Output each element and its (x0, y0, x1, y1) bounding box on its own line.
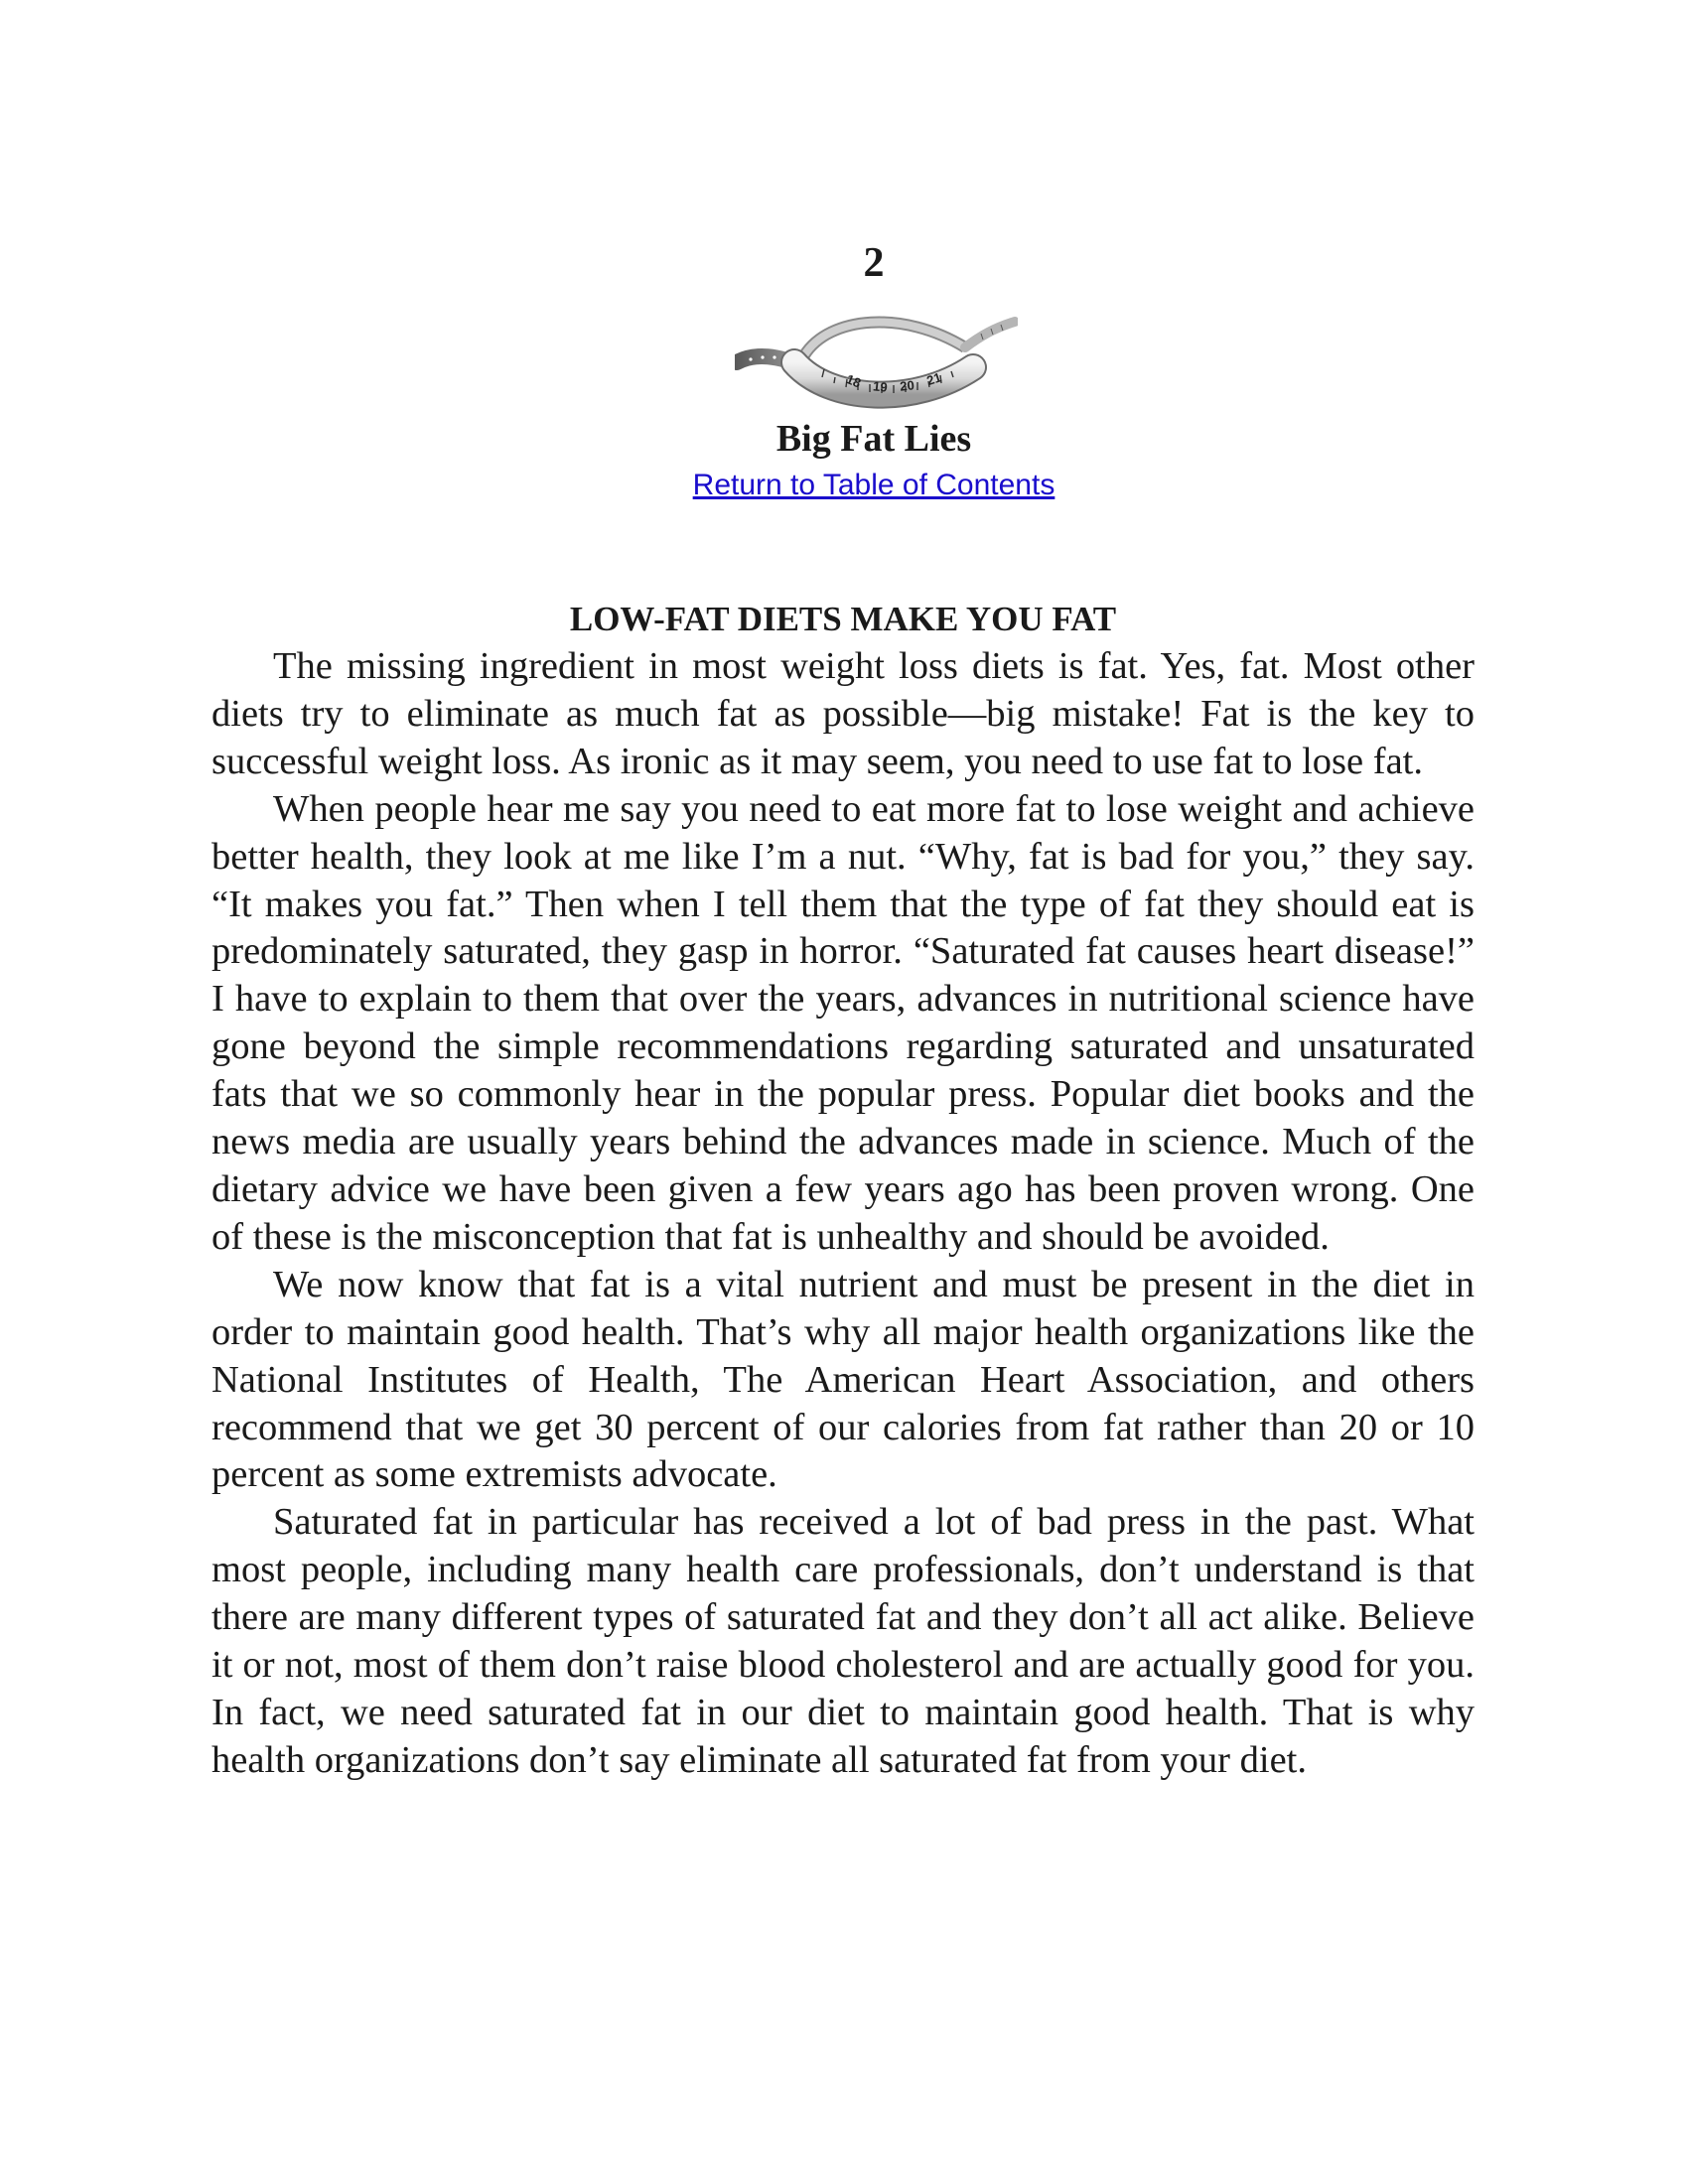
chapter-title: Big Fat Lies (775, 418, 972, 460)
chapter-number: 2 (863, 240, 885, 286)
section-heading: LOW-FAT DIETS MAKE YOU FAT (569, 600, 1117, 638)
paragraph: We now know that fat is a vital nutrient and must be present in the diet in order to maintain good health. That’s why all major health organizations like the National Institutes of Health, The American Heart Association, and others recommend that we get 30 percent of our calories from fat rather than 20 or 10 percent as some extremists advocate. (211, 1263, 1475, 1496)
paragraph: Saturated fat in particular has received a lot of bad press in the past. What most people, including many health care professionals, don’t understand is that there are many different types of saturated fat and they don’t all act alike. Believe it or not, most of them don’t raise blood cholesterol and are actually good for you. In fact, we need saturated fat in our diet to maintain good health. That is why health organizations don’t say eliminate all saturated fat from your diet. (211, 1501, 1475, 1781)
return-to-toc-link[interactable]: Return to Table of Contents (692, 469, 1055, 501)
paragraph: The missing ingredient in most weight loss diets is fat. Yes, fat. Most other diets try to eliminate as much fat as possible—big mistake! Fat is the key to successful weight loss. As ironic as it may seem, you need to use fat to lose fat. (211, 645, 1475, 782)
tape-number: 19 (872, 378, 889, 395)
tape-number: 20 (899, 377, 915, 394)
measuring-tape-icon (735, 308, 1018, 417)
paragraph: When people hear me say you need to eat more fat to lose weight and achieve better health, they look at me like I’m a nut. “Why, fat is bad for you,” they say. “It makes you fat.” Then when I tell them that the type of fat they should eat is predominately saturated, they gasp in horror. “Saturated fat causes heart disease!” I have to explain to them that over the years, advances in nutritional science have gone beyond the simple recommendations regarding saturated and unsaturated fats that we so commonly hear in the popular press. Popular diet books and the news media are usually years behind the advances made in science. Much of the dietary advice we have been given a few years ago has been proven wrong. One of these is the misconception that fat is unhealthy and should be avoided. (211, 787, 1475, 1258)
toc-link-container (0, 467, 1688, 504)
tape-number: 18 (844, 371, 864, 391)
body-text (211, 643, 1475, 1785)
tape-number: 21 (924, 369, 943, 389)
